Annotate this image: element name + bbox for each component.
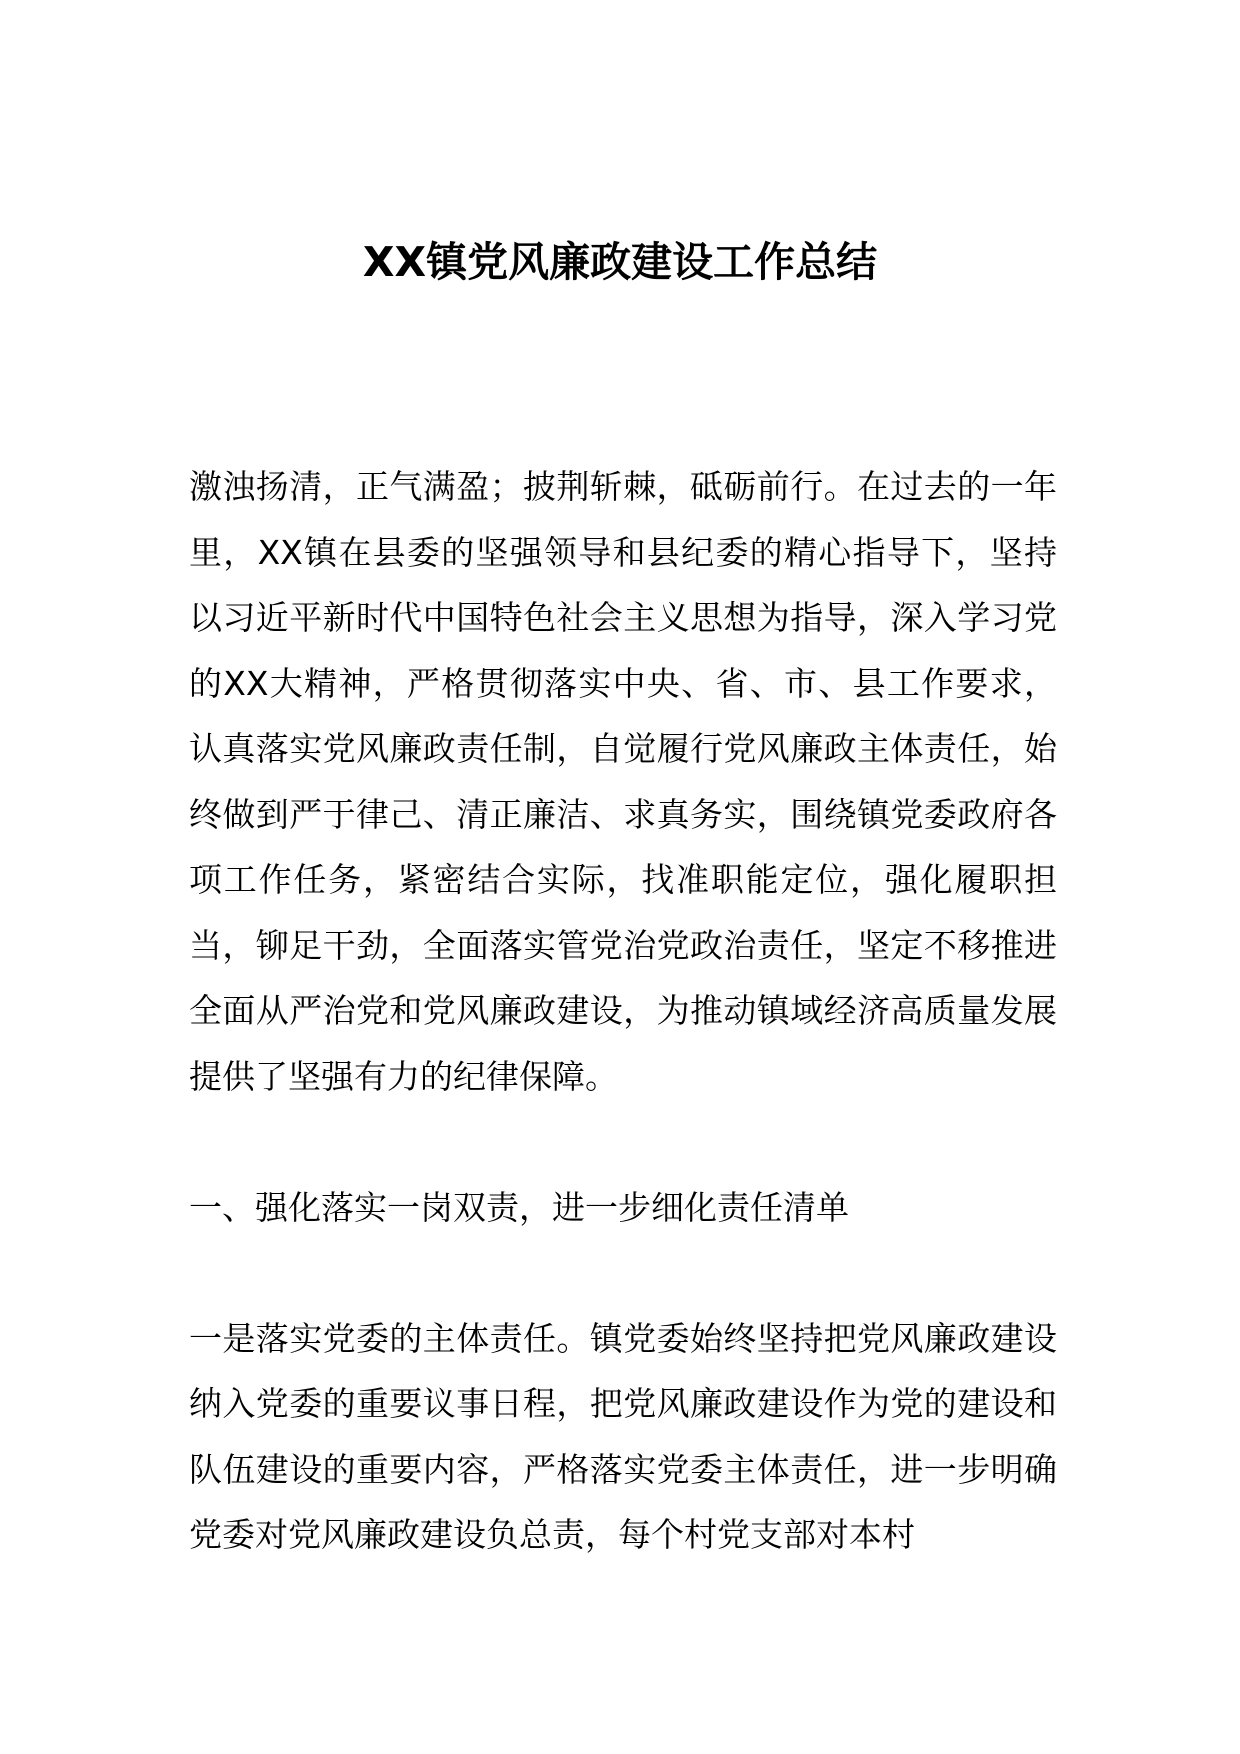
document-body: [189, 454, 1057, 1568]
intro-paragraph: 激浊扬清，正气满盈；披荆斩棘，砥砺前行。在过去的一年里，XX镇在县委的坚强领导和县纪委的精心指导下，坚持以习近平新时代中国特色社会主义思想为指导，深入学习党的XX大精神，严格贯彻落实中央、省、市、县工作要求，认真落实党风廉政责任制，自觉履行党风廉政主体责任，始终做到严于律己、清正廉洁、求真务实，围绕镇党委政府各项工作任务，紧密结合实际，找准职能定位，强化履职担当，铆足干劲，全面落实管党治党政治责任，坚定不移推进全面从严治党和党风廉政建设，为推动镇域经济高质量发展提供了坚强有力的纪律保障。: [189, 467, 1057, 1096]
body-paragraph: 一是落实党委的主体责任。镇党委始终坚持把党风廉政建设纳入党委的重要议事日程，把党风廉政建设作为党的建设和队伍建设的重要内容，严格落实党委主体责任，进一步明确党委对党风廉政建设负总责，每个村党支部对本村: [189, 1318, 1057, 1554]
document-title: XX镇党风廉政建设工作总结: [362, 238, 878, 287]
section-heading: 一、强化落实一岗双责，进一步细化责任清单: [189, 1187, 849, 1227]
